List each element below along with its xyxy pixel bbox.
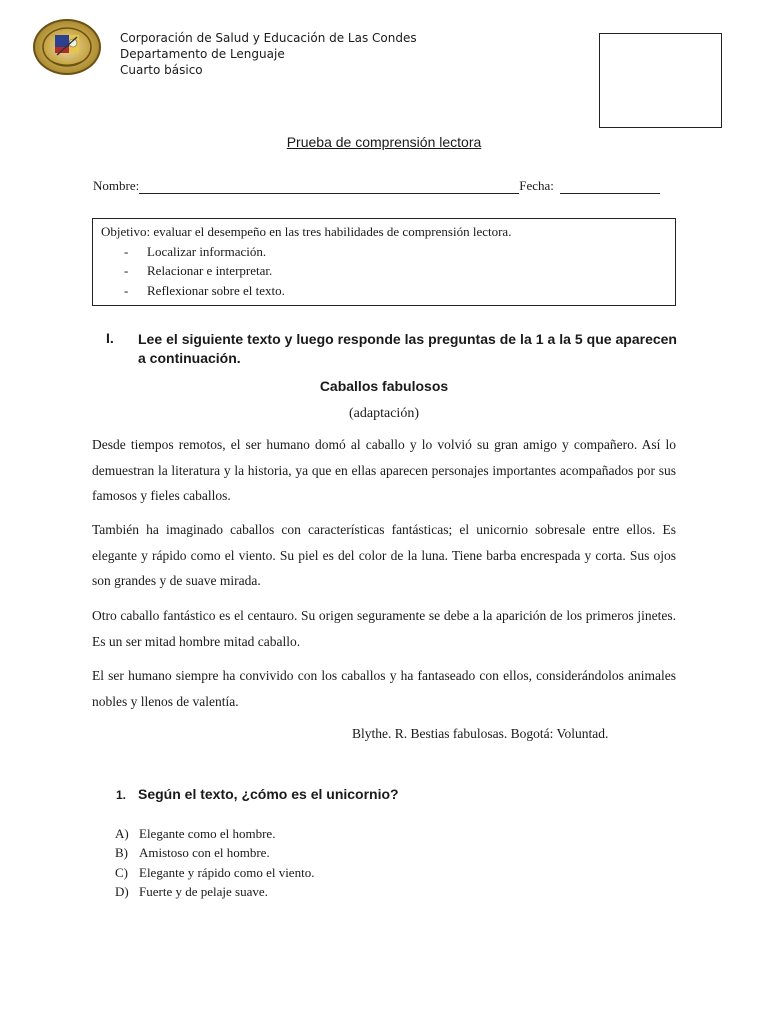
story-paragraph: Desde tiempos remotos, el ser humano domó al caballo y lo volvió su gran amigo y compañero. Así lo demuestran la literatura y la historia, ya que en ellas aparecen personajes importantes acompañados por sus famosos y fieles caballos. bbox=[92, 437, 676, 503]
answer-option-d[interactable]: D) Fuerte y de pelaje suave. bbox=[115, 883, 268, 899]
section-number: I. bbox=[106, 330, 114, 346]
question-number: 1. bbox=[116, 788, 127, 802]
section-instruction: Lee el siguiente texto y luego responde las preguntas de la 1 a la 5 que aparecen a continuación. bbox=[138, 331, 677, 366]
answer-option-a[interactable]: A) Elegante como el hombre. bbox=[115, 826, 276, 841]
objective-box bbox=[92, 218, 676, 306]
grade-box bbox=[599, 33, 722, 128]
page-title: Prueba de comprensión lectora bbox=[286, 134, 482, 150]
story-paragraph: Otro caballo fantástico es el centauro. Su origen seguramente se debe a la aparición de los primeros jinetes. Es un ser mitad hombre mitad caballo. bbox=[92, 608, 676, 649]
story-paragraph: El ser humano siempre ha convivido con los caballos y ha fantaseado con ellos, considerándolos animales nobles y llenos de valentía. bbox=[92, 668, 676, 709]
story-subtitle: (adaptación) bbox=[349, 406, 419, 421]
objective-item: - Localizar información. bbox=[101, 242, 667, 262]
story-paragraph: También ha imaginado caballos con características fantásticas; el unicornio sobresale entre ellos. Es elegante y rápido como el viento. Su piel es del color de la luna. Tiene barba encrespada y corta. Sus ojos son grandes y de suave mirada. bbox=[92, 522, 676, 588]
date-label: Fecha: bbox=[519, 178, 554, 193]
department-name: Departamento de Lenguaje bbox=[120, 47, 285, 61]
question-text: Según el texto, ¿cómo es el unicornio? bbox=[138, 786, 399, 802]
institution-name: Corporación de Salud y Educación de Las Condes bbox=[120, 31, 417, 45]
name-date-row bbox=[93, 178, 660, 194]
institution-header bbox=[120, 30, 417, 78]
answer-option-c[interactable]: C) Elegante y rápido como el viento. bbox=[115, 864, 315, 880]
name-label: Nombre: bbox=[93, 178, 140, 193]
answer-option-b[interactable]: B) Amistoso con el hombre. bbox=[115, 845, 270, 861]
school-logo bbox=[33, 19, 101, 75]
objective-item: - Relacionar e interpretar. bbox=[101, 261, 667, 281]
objective-item: - Reflexionar sobre el texto. bbox=[101, 281, 667, 301]
story-citation: Blythe. R. Bestias fabulosas. Bogotá: Voluntad. bbox=[352, 726, 609, 741]
crest-icon bbox=[35, 21, 99, 73]
objective-intro: Objetivo: evaluar el desempeño en las tres habilidades de comprensión lectora. bbox=[101, 224, 512, 239]
name-field[interactable] bbox=[139, 179, 519, 194]
story-title: Caballos fabulosos bbox=[319, 378, 449, 394]
answer-options bbox=[115, 824, 314, 901]
grade-level: Cuarto básico bbox=[120, 63, 203, 77]
objective-list bbox=[101, 242, 667, 301]
date-field[interactable] bbox=[560, 179, 660, 194]
